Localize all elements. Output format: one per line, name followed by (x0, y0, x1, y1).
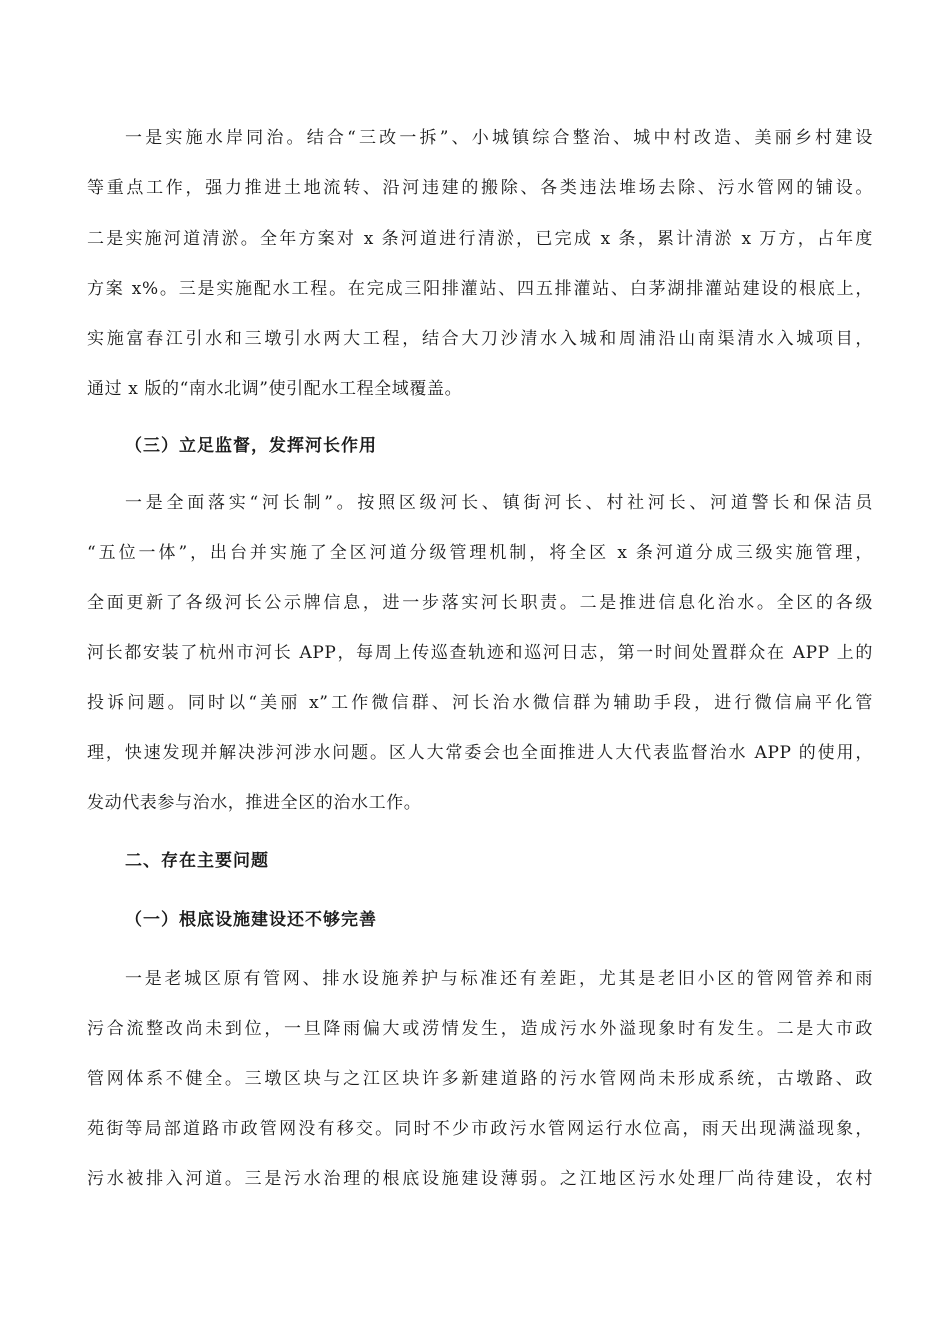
section-heading: （一）根底设施建设还不够完善 (125, 910, 377, 930)
text-line: “五位一体”，出台并实施了全区河道分级管理机制，将全区 x 条河道分成三级实施管理， (87, 543, 873, 563)
chapter-heading: 二、存在主要问题 (125, 851, 269, 871)
text-line: 通过 x 版的“南水北调”使引配水工程全域覆盖。 (87, 379, 463, 399)
text-line: 一是老城区原有管网、排水设施养护与标准还有差距，尤其是老旧小区的管网管养和雨 (125, 969, 873, 989)
text-line: 污水被排入河道。三是污水治理的根底设施建设薄弱。之江地区污水处理厂尚待建设，农村 (87, 1169, 873, 1189)
section-heading: （三）立足监督，发挥河长作用 (125, 436, 377, 456)
text-line: 苑街等局部道路市政管网没有移交。同时不少市政污水管网运行水位高，雨天出现满溢现象， (87, 1119, 873, 1139)
text-line: 一是实施水岸同治。结合“三改一拆”、小城镇综合整治、城中村改造、美丽乡村建设 (125, 128, 873, 148)
text-line: 全面更新了各级河长公示牌信息，进一步落实河长职责。二是推进信息化治水。全区的各级 (87, 593, 873, 613)
text-line: 投诉问题。同时以“美丽 x”工作微信群、河长治水微信群为辅助手段，进行微信扁平化管 (87, 693, 873, 713)
text-line: 二是实施河道清淤。全年方案对 x 条河道进行清淤，已完成 x 条，累计清淤 x 万方，占年度 (87, 229, 873, 249)
text-line: 污合流整改尚未到位，一旦降雨偏大或涝情发生，造成污水外溢现象时有发生。二是大市政 (87, 1019, 873, 1039)
text-line: 河长都安装了杭州市河长 APP，每周上传巡查轨迹和巡河日志，第一时间处置群众在 APP 上的 (87, 643, 873, 663)
text-line: 发动代表参与治水，推进全区的治水工作。 (87, 793, 422, 813)
text-line: 一是全面落实“河长制”。按照区级河长、镇街河长、村社河长、河道警长和保洁员 (125, 493, 873, 513)
text-line: 实施富春江引水和三墩引水两大工程，结合大刀沙清水入城和周浦沿山南渠清水入城项目， (87, 329, 873, 349)
text-line: 方案 x%。三是实施配水工程。在完成三阳排灌站、四五排灌站、白茅湖排灌站建设的根底上， (87, 279, 873, 299)
text-line: 管网体系不健全。三墩区块与之江区块许多新建道路的污水管网尚未形成系统，古墩路、政 (87, 1069, 873, 1089)
text-line: 等重点工作，强力推进土地流转、沿河违建的搬除、各类违法堆场去除、污水管网的铺设。 (87, 178, 873, 198)
text-line: 理，快速发现并解决涉河涉水问题。区人大常委会也全面推进人大代表监督治水 APP 的使用， (87, 743, 873, 763)
